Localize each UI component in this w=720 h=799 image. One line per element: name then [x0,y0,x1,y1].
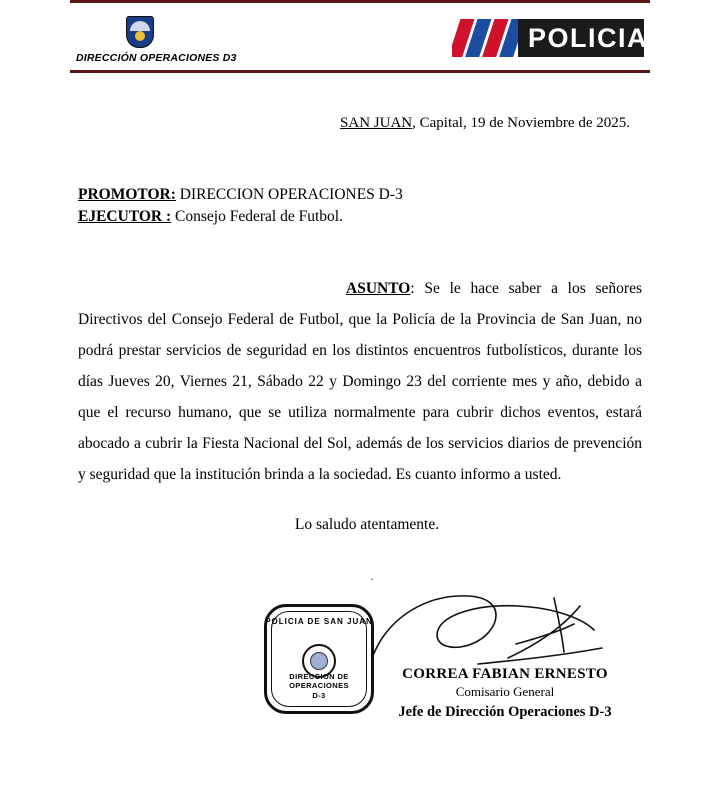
dateline [78,115,642,132]
signature-zone [78,594,642,754]
document-page [70,0,650,799]
ejecutor-value: Consejo Federal de Futbol. [171,208,343,226]
seal-bottom-line-2: OPERACIONES [289,681,349,691]
subject-text: : Se le hace saber a los señores Directivos del Consejo Federal de Futbol, que la Policía de la Provincia de San Juan, no podrá prestar servicios de seguridad en los distintos encuentros futbolísticos, durante los días Jueves 20, Viernes 21, Sábado 22 y Domingo 23 del corriente mes y año, debido a que el recurso humano, que se utiliza normalmente para cubrir dichos eventos, estará abocado a cubrir la Fiesta Nacional del Sol, además de los servicios diarios de prevención y seguridad que la institución brinda a la sociedad. Es cuanto informo a usted. [78,279,642,483]
ejecutor-label: EJECUTOR : [78,208,172,226]
scan-artifact-dot: . [370,567,374,583]
seal-bottom-line-1: DIRECCION DE [289,671,349,681]
policia-logo [452,19,649,57]
signer-name: CORREA FABIAN ERNESTO [402,665,608,682]
signer-role: Jefe de Dirección Operaciones D-3 [398,703,612,720]
parties-block [78,184,642,229]
promotor-value: DIRECCION OPERACIONES D-3 [175,186,403,203]
promotor-label: PROMOTOR: [78,186,176,203]
subject-label: ASUNTO [346,279,411,297]
seal-arc-text: POLICIA DE SAN JUAN [265,616,373,626]
dateline-city: SAN JUAN [340,115,413,131]
flag-stripes-icon [452,19,518,57]
letterhead-top-rule [70,0,650,3]
department-label: DIRECCIÓN OPERACIONES D3 [76,52,237,64]
document-body [70,115,650,754]
dateline-rest: , Capital, 19 de Noviembre de 2025. [412,115,630,131]
letterhead [70,0,650,73]
policia-wordmark: POLICIA [528,22,649,53]
seal-bottom-line-3: D-3 [312,690,326,700]
police-crest-icon [126,16,152,50]
party-row [78,184,642,206]
party-row [78,206,642,228]
salutation: Lo saludo atentamente. [294,515,440,533]
signer-rank: Comisario General [455,683,555,699]
subject-paragraph [78,273,642,490]
